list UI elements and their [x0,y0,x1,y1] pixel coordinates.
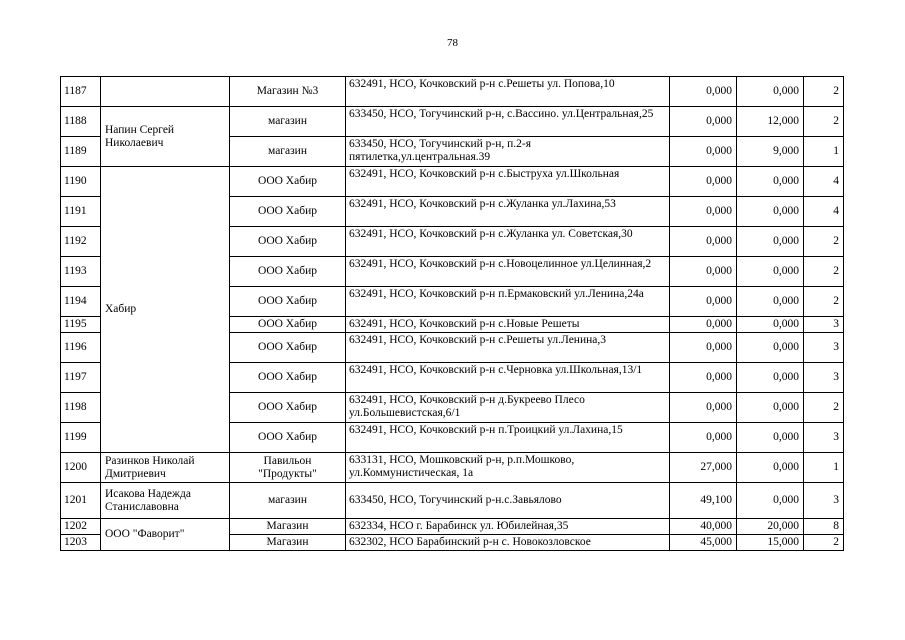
value-a: 0,000 [670,333,737,363]
row-number: 1188 [61,107,101,137]
row-number: 1189 [61,137,101,167]
value-b: 20,000 [737,519,804,535]
store-address: 632491, НСО, Кочковский р-н с.Решеты ул.Ленина,3 [346,333,670,363]
store-address: 632491, НСО, Кочковский р-н с.Новые Решеты [346,317,670,333]
row-number: 1202 [61,519,101,535]
value-a: 0,000 [670,77,737,107]
store-address: 633131, НСО, Мошковский р-н, р.п.Мошково, ул.Коммунистическая, 1а [346,453,670,483]
value-a: 0,000 [670,393,737,423]
store-address: 633450, НСО, Тогучинский р-н, п.2-я пятилетка,ул.центральная.39 [346,137,670,167]
row-number: 1203 [61,535,101,551]
value-a: 0,000 [670,363,737,393]
row-number: 1198 [61,393,101,423]
store-type: ООО Хабир [230,167,346,197]
value-b: 0,000 [737,333,804,363]
store-type: ООО Хабир [230,423,346,453]
row-number: 1193 [61,257,101,287]
store-type: магазин [230,137,346,167]
value-c: 3 [804,333,844,363]
value-c: 2 [804,535,844,551]
value-b: 0,000 [737,317,804,333]
value-c: 1 [804,137,844,167]
value-b: 0,000 [737,167,804,197]
value-c: 4 [804,167,844,197]
store-type: ООО Хабир [230,227,346,257]
owner-cell: Напин Сергей Николаевич [101,107,230,167]
store-type: ООО Хабир [230,333,346,363]
store-address: 632491, НСО, Кочковский р-н с.Черновка ул.Школьная,13/1 [346,363,670,393]
value-c: 3 [804,317,844,333]
value-b: 0,000 [737,453,804,483]
value-c: 3 [804,363,844,393]
table-row [61,107,844,137]
value-a: 40,000 [670,519,737,535]
row-number: 1195 [61,317,101,333]
store-type: ООО Хабир [230,197,346,227]
value-a: 0,000 [670,107,737,137]
value-a: 0,000 [670,257,737,287]
stores-table [60,76,844,551]
store-type: Магазин [230,519,346,535]
store-address: 632334, НСО г. Барабинск ул. Юбилейная,35 [346,519,670,535]
value-b: 0,000 [737,77,804,107]
table-row [61,453,844,483]
store-type: ООО Хабир [230,287,346,317]
store-type: Магазин [230,535,346,551]
value-c: 2 [804,77,844,107]
value-b: 0,000 [737,483,804,519]
value-a: 45,000 [670,535,737,551]
value-a: 0,000 [670,287,737,317]
value-c: 3 [804,423,844,453]
store-address: 633450, НСО, Тогучинский р-н.с.Завьялово [346,483,670,519]
value-b: 0,000 [737,287,804,317]
store-address: 632491, НСО, Кочковский р-н с.Быструха ул.Школьная [346,167,670,197]
value-b: 0,000 [737,423,804,453]
store-address: 632302, НСО Барабинский р-н с. Новокозловское [346,535,670,551]
store-address: 633450, НСО, Тогучинский р-н, с.Вассино. ул.Центральная,25 [346,107,670,137]
owner-cell [101,77,230,107]
row-number: 1191 [61,197,101,227]
row-number: 1200 [61,453,101,483]
row-number: 1190 [61,167,101,197]
store-type: ООО Хабир [230,257,346,287]
value-b: 0,000 [737,227,804,257]
table-row [61,77,844,107]
value-c: 2 [804,107,844,137]
owner-cell: Исакова Надежда Станиславовна [101,483,230,519]
value-c: 4 [804,197,844,227]
store-address: 632491, НСО, Кочковский р-н п.Троицкий ул.Лахина,15 [346,423,670,453]
row-number: 1199 [61,423,101,453]
owner-cell: Хабир [101,167,230,453]
store-address: 632491, НСО, Кочковский р-н с.Жуланка ул. Советская,30 [346,227,670,257]
table-row [61,167,844,197]
value-a: 0,000 [670,317,737,333]
store-address: 632491, НСО, Кочковский р-н с.Жуланка ул.Лахина,53 [346,197,670,227]
row-number: 1187 [61,77,101,107]
table-row [61,519,844,535]
store-type: Павильон "Продукты" [230,453,346,483]
store-type: ООО Хабир [230,317,346,333]
value-a: 0,000 [670,167,737,197]
store-type: ООО Хабир [230,363,346,393]
row-number: 1201 [61,483,101,519]
value-a: 49,100 [670,483,737,519]
store-address: 632491, НСО, Кочковский р-н с.Новоцелинное ул.Целинная,2 [346,257,670,287]
value-a: 0,000 [670,197,737,227]
value-a: 0,000 [670,227,737,257]
row-number: 1197 [61,363,101,393]
value-b: 15,000 [737,535,804,551]
store-address: 632491, НСО, Кочковский р-н п.Ермаковский ул.Ленина,24а [346,287,670,317]
value-b: 0,000 [737,197,804,227]
value-c: 2 [804,287,844,317]
table-row [61,483,844,519]
value-c: 2 [804,257,844,287]
value-c: 1 [804,453,844,483]
owner-cell: Разинков Николай Дмитриевич [101,453,230,483]
store-type: ООО Хабир [230,393,346,423]
value-c: 2 [804,227,844,257]
page-number: 78 [447,37,458,49]
row-number: 1192 [61,227,101,257]
store-address: 632491, НСО, Кочковский р-н с.Решеты ул. Попова,10 [346,77,670,107]
value-b: 0,000 [737,393,804,423]
value-c: 3 [804,483,844,519]
store-type: Магазин №3 [230,77,346,107]
value-a: 0,000 [670,423,737,453]
row-number: 1196 [61,333,101,363]
value-c: 2 [804,393,844,423]
store-type: магазин [230,107,346,137]
value-b: 0,000 [737,363,804,393]
value-b: 9,000 [737,137,804,167]
store-address: 632491, НСО, Кочковский р-н д.Букреево Плесо ул.Большевистская,6/1 [346,393,670,423]
value-a: 0,000 [670,137,737,167]
value-c: 8 [804,519,844,535]
owner-cell: ООО "Фаворит" [101,519,230,551]
value-a: 27,000 [670,453,737,483]
row-number: 1194 [61,287,101,317]
value-b: 12,000 [737,107,804,137]
value-b: 0,000 [737,257,804,287]
store-type: магазин [230,483,346,519]
